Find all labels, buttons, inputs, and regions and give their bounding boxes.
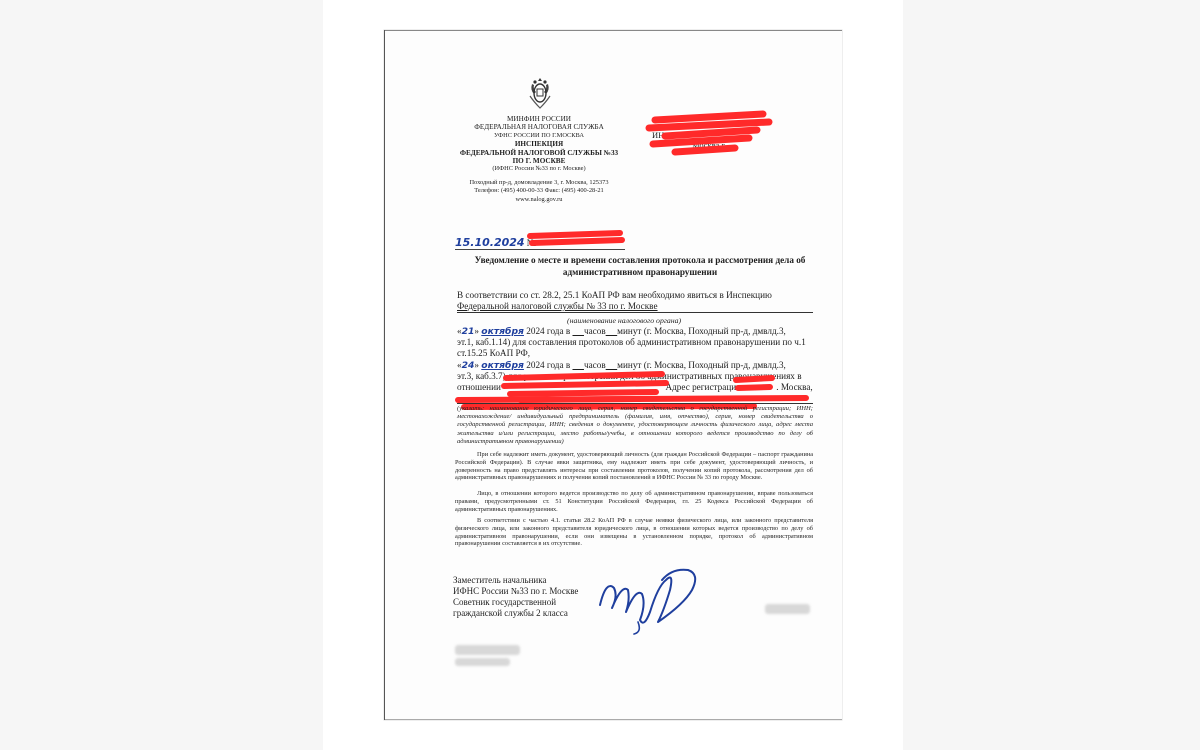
redaction-mark — [645, 108, 775, 163]
signer-line: ИФНС России №33 по г. Москве — [453, 586, 579, 596]
body-line: эт.1, каб.1.14) для составления протоколов об административном правонарушении по ч.1 — [457, 337, 806, 348]
body-text: часов — [583, 360, 606, 370]
letterhead-line: (ИФНС России №33 по г. Москве) — [492, 165, 586, 173]
note-absence: В соответствии с частью 4.1. статьи 28.2 КоАП РФ в случае неявки физического лица, или законного представителя физического лица, или законного представителя юридического лица, в отношении которых ведется производство по делу об административном правонарушении, если они извещены в установленном порядке, протокол об административном правонарушении составляется в их отсутствие. — [455, 517, 813, 548]
paragraph-summons — [457, 290, 813, 312]
letterhead-address: Походный пр-д, домовладение 3, г. Москва, 125373 — [469, 178, 609, 186]
letterhead-line: ИНСПЕКЦИЯ — [514, 140, 564, 149]
letterhead-line: УФНС РОССИИ ПО Г.МОСКВА — [493, 131, 585, 139]
body-line: ст.15.25 КоАП РФ, — [457, 348, 531, 359]
letterhead-phone: Телефон: (495) 400-00-33 Факс: (495) 400-28-21 — [474, 187, 604, 195]
body-text: (г. Москва, Походный пр-д, дмвлд.3, — [641, 360, 786, 370]
signature-icon — [592, 550, 707, 635]
body-text: Адрес регистрации: — [665, 382, 744, 393]
body-text: . Москва, — [776, 382, 813, 393]
body-text: минут — [617, 326, 642, 336]
number-sign: № — [526, 238, 537, 249]
body-text: часов — [583, 326, 606, 336]
coat-of-arms-icon — [526, 76, 554, 112]
handwritten-day: 24 — [461, 360, 475, 371]
note-documents: При себе надлежит иметь документ, удостоверяющий личность (для граждан Российской Федерации – паспорт гражданина Российской Федерации). В случае явки защитника, ему надлежит иметь при себе документ, удостоверяющий личность, и доверенность на право представлять интересы при составлении протоколов, получении копий протокола, рассмотрения дел об административных правонарушениях и получения копий постановлений в ИФНС России № 33 по городу Москве. — [455, 451, 813, 482]
letterhead-line: ФЕДЕРАЛЬНАЯ НАЛОГОВАЯ СЛУЖБА — [474, 123, 604, 132]
letterhead — [444, 115, 634, 204]
body-text: (г. Москва, Походный пр-д, дмвлд.3, — [641, 326, 786, 336]
note-rights: Лицо, в отношении которого ведется производство по делу об административном правонарушении, вправе пользоваться правами, предусмотренными ст. 51 Конституции Российской Федерации, гл. 25 Кодекса Российской Федерации об административных правонарушениях. — [455, 490, 813, 513]
recipient-inn: ИНН 7733 — [652, 130, 690, 140]
handwritten-day: 21 — [461, 326, 475, 337]
title-line: административном правонарушении — [562, 267, 718, 277]
body-line: эт.3, каб.3.7) для участия в рассмотрении дел об административных правонарушениях в — [457, 371, 802, 382]
handwritten-month: октября — [481, 326, 524, 337]
letterhead-line: ПО Г. МОСКВЕ — [512, 157, 566, 166]
signer-line: Советник государственной — [453, 597, 557, 607]
letterhead-line: МИНФИН РОССИИ — [507, 115, 571, 123]
body-text: 2024 года в — [523, 360, 573, 370]
letterhead-site: www.nalog.gov.ru — [515, 195, 563, 203]
document-title — [450, 254, 830, 278]
caption-subject: (указать: наименование юридического лица, серия, номер свидетельства о государственной регистрации; ИНН; местонахождение/ индивидуальный предприниматель (фамилия, имя, отчество), серия, номер свидетельства о государственной регистрации, ИНН; сведения о документе, удостоверяющем личность физического лица, адрес места жительства и/или регистрации, место работы/учебы, в отношении которого ведется производство по делу об административном правонарушении) — [457, 405, 813, 445]
body-text: 2024 года в — [523, 326, 573, 336]
handwritten-date: 15.10.2024 — [455, 236, 525, 249]
blurred-contact — [455, 645, 520, 655]
body-text: минут — [617, 360, 642, 370]
blurred-name — [765, 604, 810, 614]
redaction-mark — [526, 228, 626, 250]
subject-underline — [457, 403, 813, 404]
body-text: отношении — [457, 382, 501, 393]
org-underline — [457, 312, 813, 313]
signer-line: гражданской службы 2 класса — [453, 608, 568, 618]
caption-organ: (наименование налогового органа) — [567, 316, 682, 325]
signer-line: Заместитель начальника — [453, 575, 547, 585]
blurred-contact — [455, 658, 510, 666]
body-line: Федеральной налоговой службы № 33 по г. Москве — [457, 301, 658, 312]
paragraph-protocol: «21» октября 2024 года в часов минут (г. Москва, Походный пр-д, дмвлд.3, эт.1, каб.1.14) для составления протоколов об административном правонарушении по ч.1 ст.15.25 КоАП РФ, — [457, 326, 813, 360]
title-line: Уведомление о месте и времени составления протокола и рассмотрения дела об — [474, 255, 806, 265]
document-date-line — [455, 236, 536, 249]
recipient-city: Москва г, — [692, 140, 727, 150]
handwritten-month: октября — [481, 360, 524, 371]
paragraph-hearing: «24» октября 2024 года в часов минут (г. Москва, Походный пр-д, дмвлд.3, эт.3, каб.3.7) для участия в рассмотрении дел об административных правонарушениях в отношении Адрес регистрации: . Москва, — [457, 360, 813, 393]
letterhead-line: ФЕДЕРАЛЬНОЙ НАЛОГОВОЙ СЛУЖБЫ №33 — [459, 148, 619, 157]
signer-block — [453, 575, 578, 619]
body-line: В соответствии со ст. 28.2, 25.1 КоАП РФ вам необходимо явиться в Инспекцию — [457, 290, 772, 300]
